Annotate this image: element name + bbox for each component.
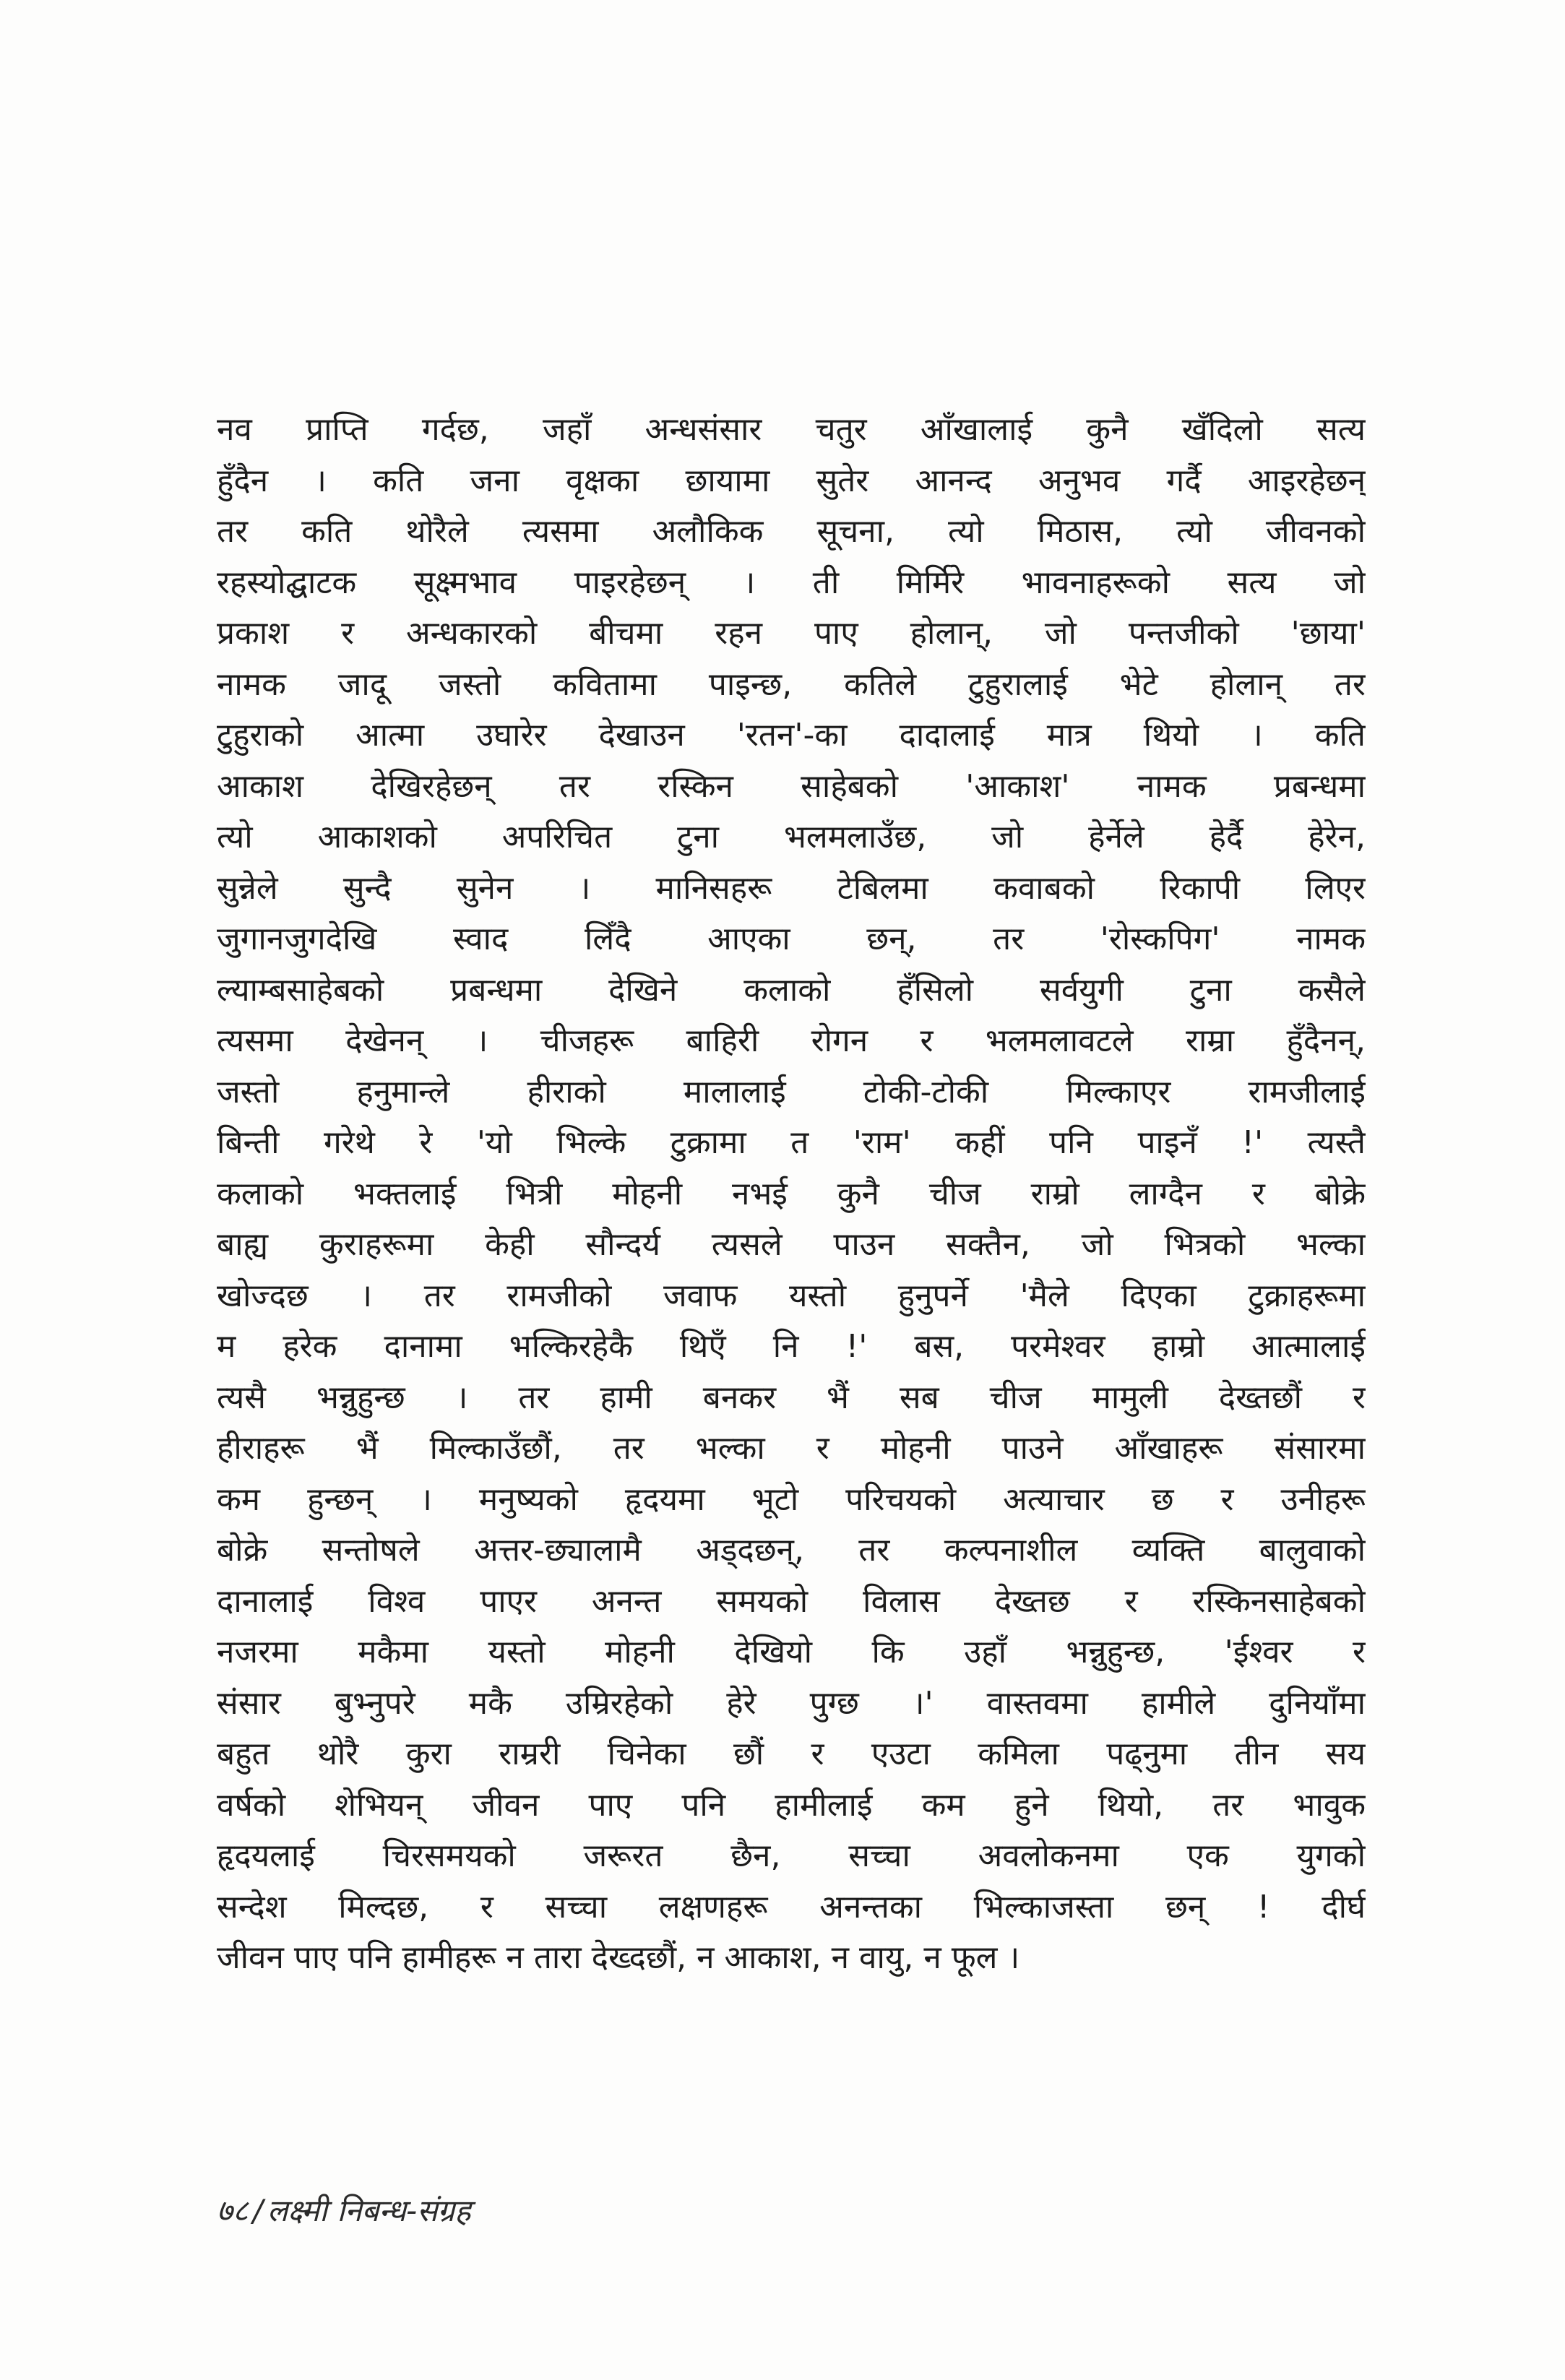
body-text: [217, 405, 1366, 1984]
text-line: ल्याम्बसाहेबको प्रबन्धमा देखिने कलाको हँसिलो सर्वयुगी टुना कसैले: [217, 971, 1366, 1009]
text-line: हीराहरू भैं मिल्काउँछौं, तर भल्का र मोहनी पाउने आँखाहरू संसारमा: [217, 1430, 1366, 1467]
book-title: लक्ष्मी निबन्ध-संग्रह: [267, 2193, 471, 2228]
text-line: जीवन पाए पनि हामीहरू न तारा देख्दछौं, न आकाश, न वायु, न फूल ।: [217, 1939, 1020, 1976]
text-line: बाह्य कुराहरूमा केही सौन्दर्य त्यसले पाउन सक्तैन, जो भित्रको भल्का: [217, 1226, 1366, 1263]
text-line: नजरमा मकैमा यस्तो मोहनी देखियो कि उहाँ भन्नुहुन्छ, 'ईश्वर र: [217, 1634, 1366, 1670]
text-line: नामक जादू जस्तो कवितामा पाइन्छ, कतिले टुहुरालाई भेटे होलान् तर: [217, 665, 1366, 703]
text-line: त्यो आकाशको अपरिचित टुना भलमलाउँछ, जो हेर्नेले हेर्दै हेरेन,: [217, 819, 1366, 855]
text-line: बोक्रे सन्तोषले अत्तर-छ्यालामै अड्दछन्, तर कल्पनाशील व्यक्ति बालुवाको: [217, 1532, 1366, 1569]
page-footer: [217, 2189, 471, 2230]
text-line: म हरेक दानामा भल्किरहेकै थिएँ नि !' बस, परमेश्वर हाम्रो आत्मालाई: [217, 1328, 1366, 1365]
text-line: रहस्योद्घाटक सूक्ष्मभाव पाइरहेछन् । ती मिर्मिरे भावनाहरूको सत्य जो: [217, 564, 1366, 601]
text-line: तर कति थोरैले त्यसमा अलौकिक सूचना, त्यो मिठास, त्यो जीवनको: [217, 513, 1366, 550]
text-line: कलाको भक्तलाई भित्री मोहनी नभई कुनै चीज राम्रो लाग्दैन र बोक्रे: [217, 1175, 1366, 1212]
text-line: हुँदैन । कति जना वृक्षका छायामा सुतेर आनन्द अनुभव गर्दै आइरहेछन्: [217, 462, 1366, 499]
text-line: टुहुराको आत्मा उघारेर देखाउन 'रतन'-का दादालाई मात्र थियो । कति: [217, 717, 1366, 754]
text-line: बहुत थोरै कुरा राम्ररी चिनेका छौं र एउटा कमिला पढ्नुमा तीन सय: [217, 1736, 1366, 1772]
text-line: संसार बुभ्नुपरे मकै उम्रिरहेको हेरे पुग्छ ।' वास्तवमा हामीले दुनियाँमा: [217, 1684, 1366, 1722]
text-line: सन्देश मिल्दछ, र सच्चा लक्षणहरू अनन्तका भिल्काजस्ता छन् ! दीर्घ: [217, 1888, 1366, 1926]
text-line: वर्षको शेभियन् जीवन पाए पनि हामीलाई कम हुने थियो, तर भावुक: [217, 1786, 1366, 1824]
text-line: त्यसै भन्नुहुन्छ । तर हामी बनकर भैं सब चीज मामुली देख्तछौं र: [217, 1379, 1366, 1416]
text-line: त्यसमा देखेनन् । चीजहरू बाहिरी रोगन र भलमलावटले राम्रा हुँदैनन्,: [217, 1022, 1366, 1059]
text-line: सुन्नेले सुन्दै सुनेन । मानिसहरू टेबिलमा कवाबको रिकापी लिएर: [217, 869, 1366, 907]
text-line: हृदयलाई चिरसमयको जरूरत छैन, सच्चा अवलोकनमा एक युगको: [217, 1837, 1366, 1874]
text-line: जस्तो हनुमान्ले हीराको मालालाई टोकी-टोकी मिल्काएर रामजीलाई: [217, 1073, 1366, 1111]
text-line: नव प्राप्ति गर्दछ, जहाँ अन्धसंसार चतुर आँखालाई कुनै खँदिलो सत्य: [217, 411, 1366, 448]
text-line: कम हुन्छन् । मनुष्यको हृदयमा भूटो परिचयको अत्याचार छ र उनीहरू: [217, 1480, 1366, 1518]
text-line: प्रकाश र अन्धकारको बीचमा रहन पाए होलान्, जो पन्तजीको 'छाया': [217, 615, 1366, 652]
text-line: दानालाई विश्व पाएर अनन्त समयको विलास देख्तछ र रस्किनसाहेबको: [217, 1582, 1366, 1620]
text-line: आकाश देखिरहेछन् तर रस्किन साहेबको 'आकाश' नामक प्रबन्धमा: [217, 767, 1366, 805]
text-line: जुगानजुगदेखि स्वाद लिँदै आएका छन्, तर 'रोस्कपिग' नामक: [217, 920, 1366, 957]
footer-separator: /: [252, 2193, 263, 2228]
text-line: खोज्दछ । तर रामजीको जवाफ यस्तो हुनुपर्ने 'मैले दिएका टुक्राहरूमा: [217, 1277, 1366, 1314]
page-number: ७८: [217, 2193, 249, 2228]
text-line: बिन्ती गरेथे रे 'यो भिल्के टुक्रामा त 'राम' कहीं पनि पाइनँ !' त्यस्तै: [217, 1124, 1366, 1161]
